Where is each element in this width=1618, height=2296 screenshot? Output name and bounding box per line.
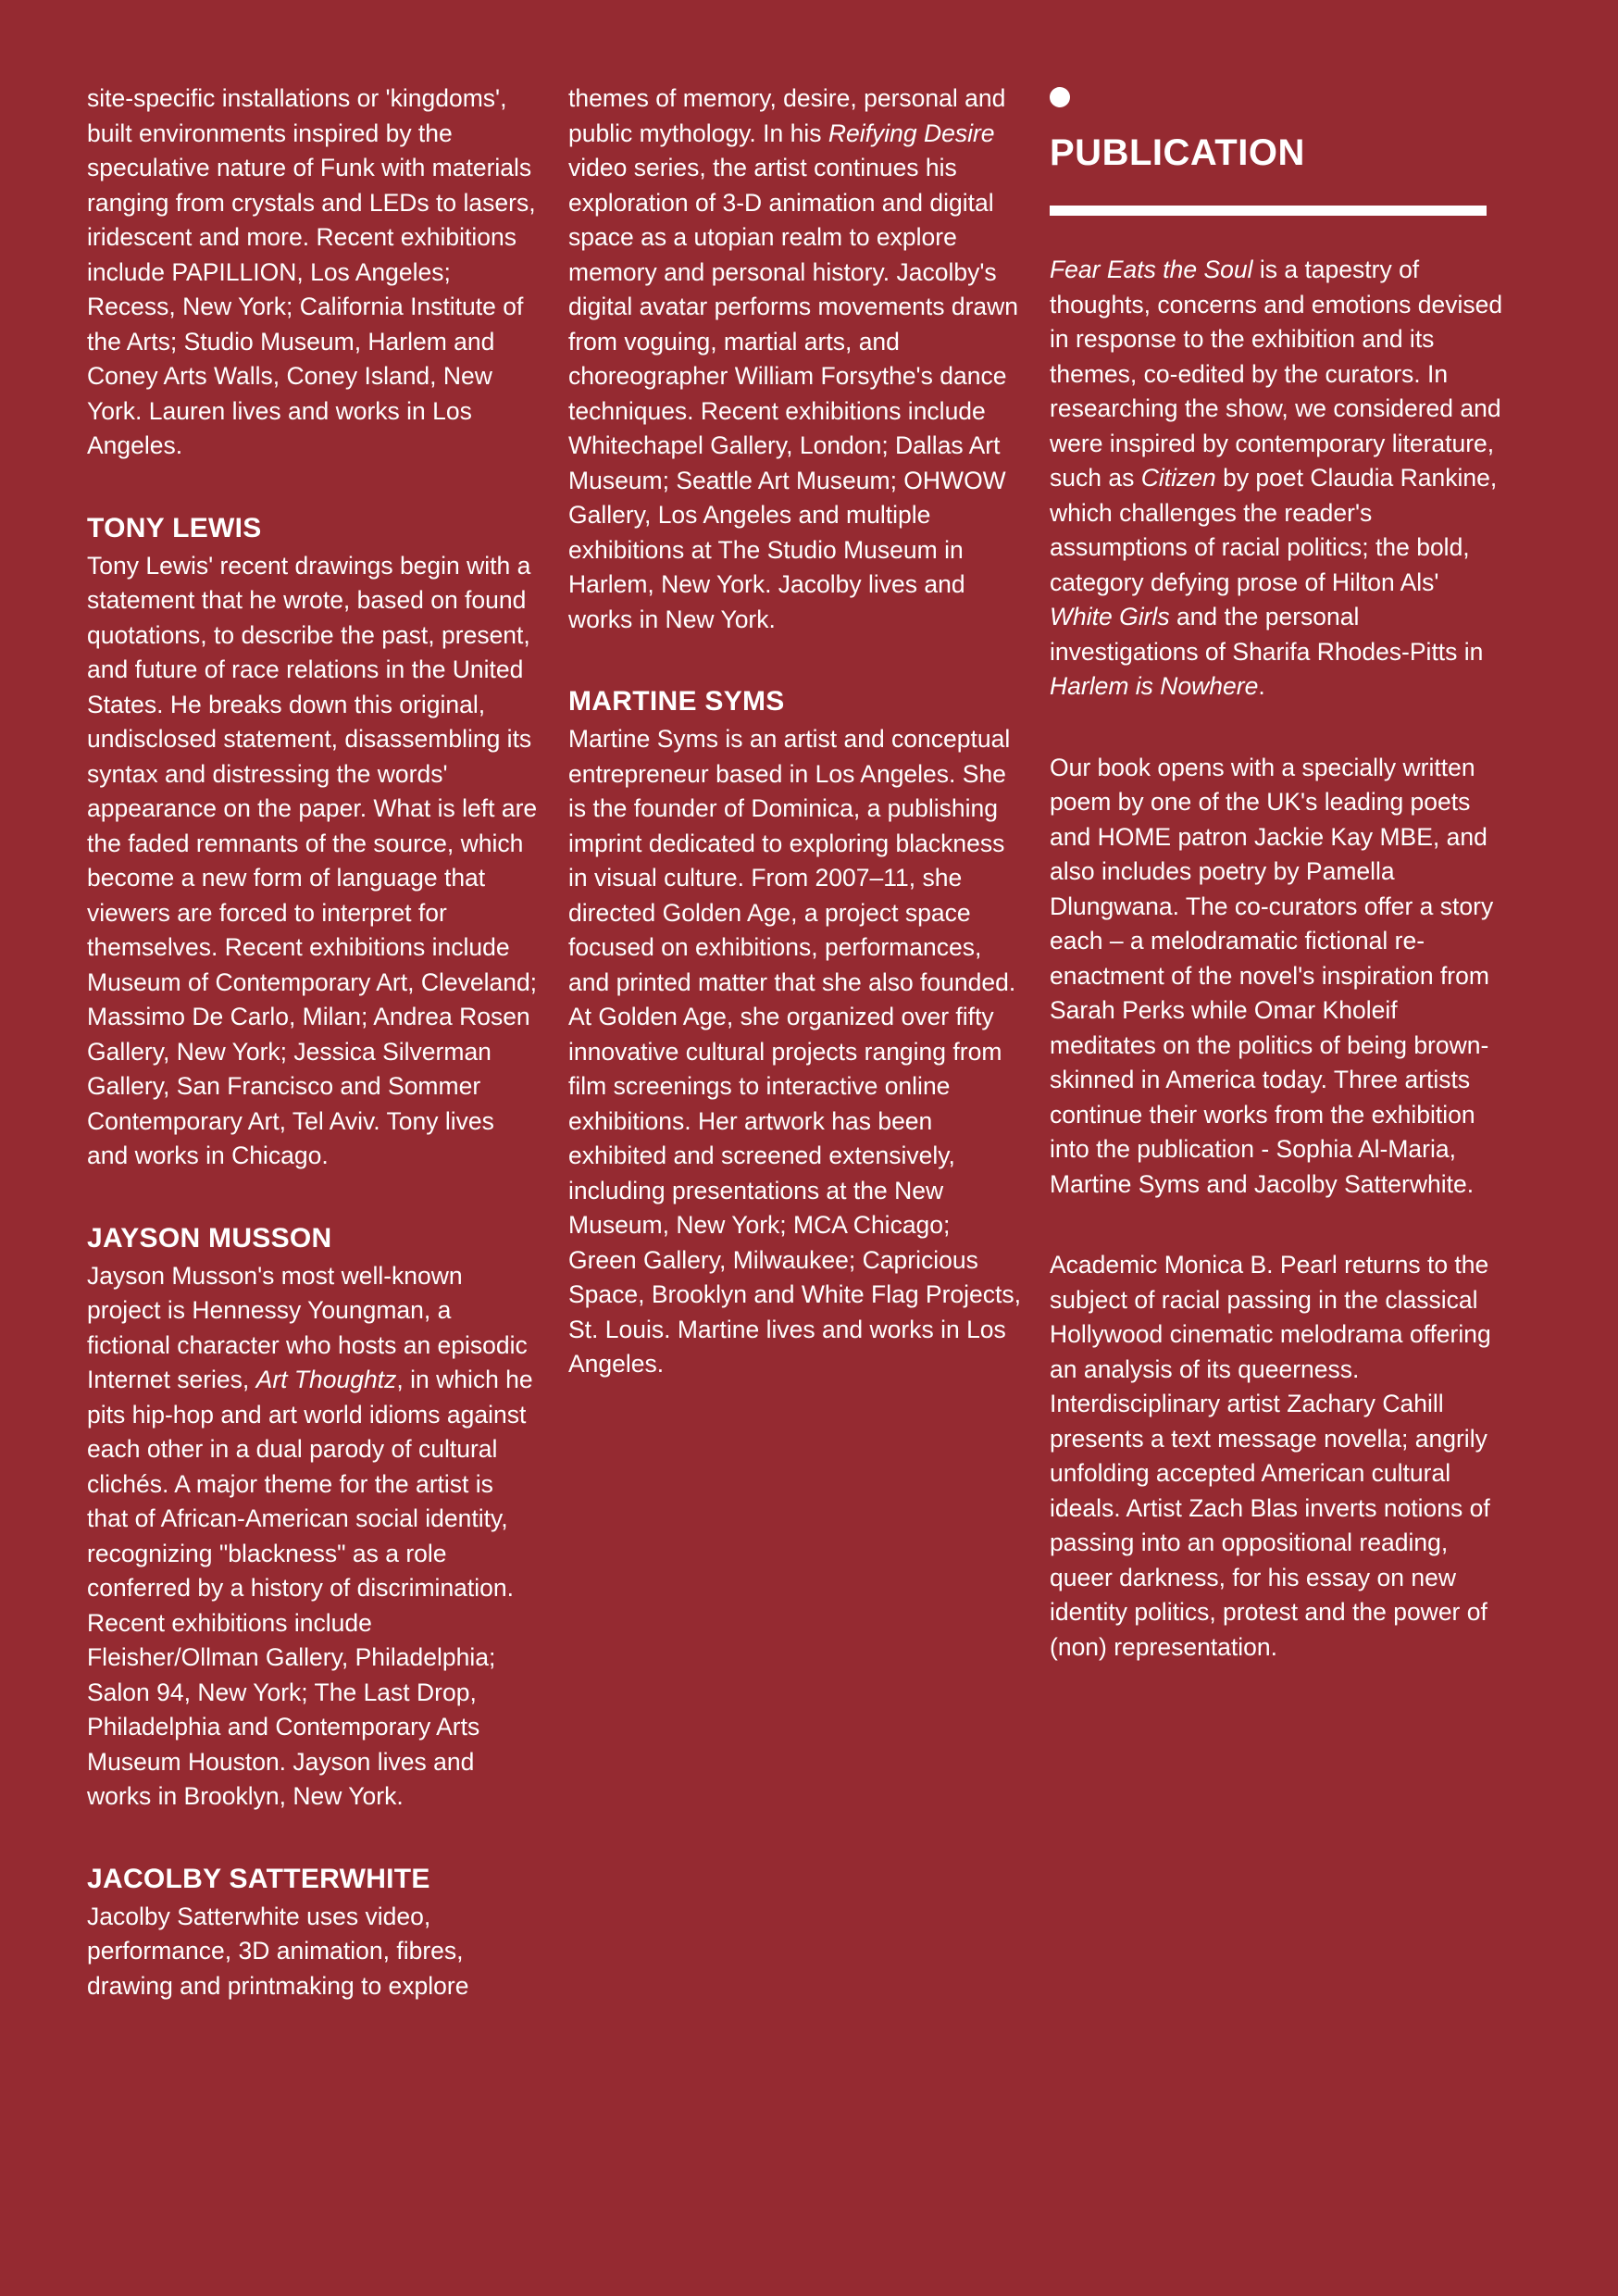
column-1 <box>87 81 541 2003</box>
publication-paragraph-3: Academic Monica B. Pearl returns to the subject of racial passing in the classical Hollywood cinematic melodrama offering an analysis of its queerness. Interdisciplinary artist Zachary Cahill presents a text message novella; angrily unfolding accepted American cultural ideals. Artist Zach Blas inverts notions of passing into an oppositional reading, queer darkness, for his essay on new identity politics, protest and the power of (non) representation. <box>1050 1251 1491 1661</box>
p1-text-4: . <box>1258 672 1265 700</box>
jayson-musson-heading: JAYSON MUSSON <box>87 1222 332 1254</box>
publication-paragraph-2: Our book opens with a specially written poem by one of the UK's leading poets and HOME patron Jackie Kay MBE, and also includes poetry by Pamella Dlungwana. The co-curators offer a story each – a melodramatic fictional re-enactment of the novel's inspiration from Sarah Perks while Omar Kholeif meditates on the politics of being brown-skinned in America today. Three artists continue their works from the exhibition into the publication - Sophia Al-Maria, Martine Syms and Jacolby Satterwhite. <box>1050 753 1494 1198</box>
publication-paragraph-1 <box>1050 253 1503 705</box>
reifying-desire-title: Reifying Desire <box>828 119 995 147</box>
martine-syms-heading: MARTINE SYMS <box>568 686 785 717</box>
title-divider <box>1050 206 1487 216</box>
publication-title: PUBLICATION <box>1050 132 1305 173</box>
jayson-bio-text-b: , in which he pits hip-hop and art world idioms against each other in a dual parody of cultural clichés. A major theme for the artist is that of African-American social identity, recognizing "blackness" as a role conferred by a history of discrimination. Recent exhibitions include Fleisher/Ollman Gallery, Philadelphia; Salon 94, New York; The Last Drop, Philadelphia and Contemporary Arts Museum Houston. Jayson lives and works in Brooklyn, New York. <box>87 1366 533 1810</box>
jayson-musson-bio <box>87 1259 541 1815</box>
jacolby-satterwhite-heading: JACOLBY SATTERWHITE <box>87 1863 430 1894</box>
column-2 <box>568 81 1022 1382</box>
jacolby-bio-continued <box>568 81 1022 637</box>
harlem-is-nowhere-title: Harlem is Nowhere <box>1050 672 1259 700</box>
p1-text-3: and the personal investigations of Sharifa Rhodes-Pitts in <box>1050 603 1484 666</box>
citizen-title: Citizen <box>1140 464 1216 492</box>
p1-text-2: by poet Claudia Rankine, which challenges the reader's assumptions of racial politics; the bold, category defying prose of Hilton Als' <box>1050 464 1498 596</box>
jayson-bio-text-a: Jayson Musson's most well-known project is Hennessy Youngman, a fictional character who hosts an episodic Internet series, <box>87 1261 528 1393</box>
art-thoughtz-title: Art Thoughtz <box>255 1366 397 1393</box>
lauren-bio-continued: site-specific installations or 'kingdoms', built environments inspired by the speculative nature of Funk with materials ranging from crystals and LEDs to lasers, iridescent and more. Recent exhibitions include PAPILLION, Los Angeles; Recess, New York; California Institute of the Arts; Studio Museum, Harlem and Coney Arts Walls, Coney Island, New York. Lauren lives and works in Los Angeles. <box>87 84 536 459</box>
column-3 <box>1050 81 1503 1665</box>
tony-lewis-heading: TONY LEWIS <box>87 512 262 543</box>
martine-syms-bio: Martine Syms is an artist and conceptual entrepreneur based in Los Angeles. She is the founder of Dominica, a publishing imprint dedicated to exploring blackness in visual culture. From 2007–11, she directed Golden Age, a project space focused on exhibitions, performances, and printed matter that she also founded. At Golden Age, she organized over fifty innovative cultural projects ranging from film screenings to interactive online exhibitions. Her artwork has been exhibited and screened extensively, including presentations at the New Museum, New York; MCA Chicago; Green Gallery, Milwaukee; Capricious Space, Brooklyn and White Flag Projects, St. Louis. Martine lives and works in Los Angeles. <box>568 725 1022 1378</box>
jacolby-satterwhite-bio: Jacolby Satterwhite uses video, performance, 3D animation, fibres, drawing and printmaking to explore <box>87 1902 469 2000</box>
jacolby-bio-text-b: video series, the artist continues his exploration of 3-D animation and digital space as a utopian realm to explore memory and personal history. Jacolby's digital avatar performs movements drawn from voguing, martial arts, and choreographer William Forsythe's dance techniques. Recent exhibitions include Whitechapel Gallery, London; Dallas Art Museum; Seattle Art Museum; OHWOW Gallery, Los Angeles and multiple exhibitions at The Studio Museum in Harlem, New York. Jacolby lives and works in New York. <box>568 154 1019 633</box>
jacolby-bio-text-a: themes of memory, desire, personal and public mythology. In his <box>568 84 1006 147</box>
white-girls-title: White Girls <box>1050 603 1170 630</box>
fear-eats-the-soul-title: Fear Eats the Soul <box>1050 256 1253 283</box>
tony-lewis-bio: Tony Lewis' recent drawings begin with a statement that he wrote, based on found quotations, to describe the past, present, and future of race relations in the United States. He breaks down this original, undisclosed statement, disassembling its syntax and distressing the words' appearance on the paper. What is left are the faded remnants of the source, which become a new form of language that viewers are forced to interpret for themselves. Recent exhibitions include Museum of Contemporary Art, Cleveland; Massimo De Carlo, Milan; Andrea Rosen Gallery, New York; Jessica Silverman Gallery, San Francisco and Sommer Contemporary Art, Tel Aviv. Tony lives and works in Chicago. <box>87 551 538 1169</box>
p1-text-1: is a tapestry of thoughts, concerns and emotions devised in response to the exhibition and its themes, co-edited by the curators. In researching the show, we considered and were inspired by contemporary literature, such as <box>1050 256 1503 492</box>
bullet-dot-icon <box>1050 87 1070 107</box>
